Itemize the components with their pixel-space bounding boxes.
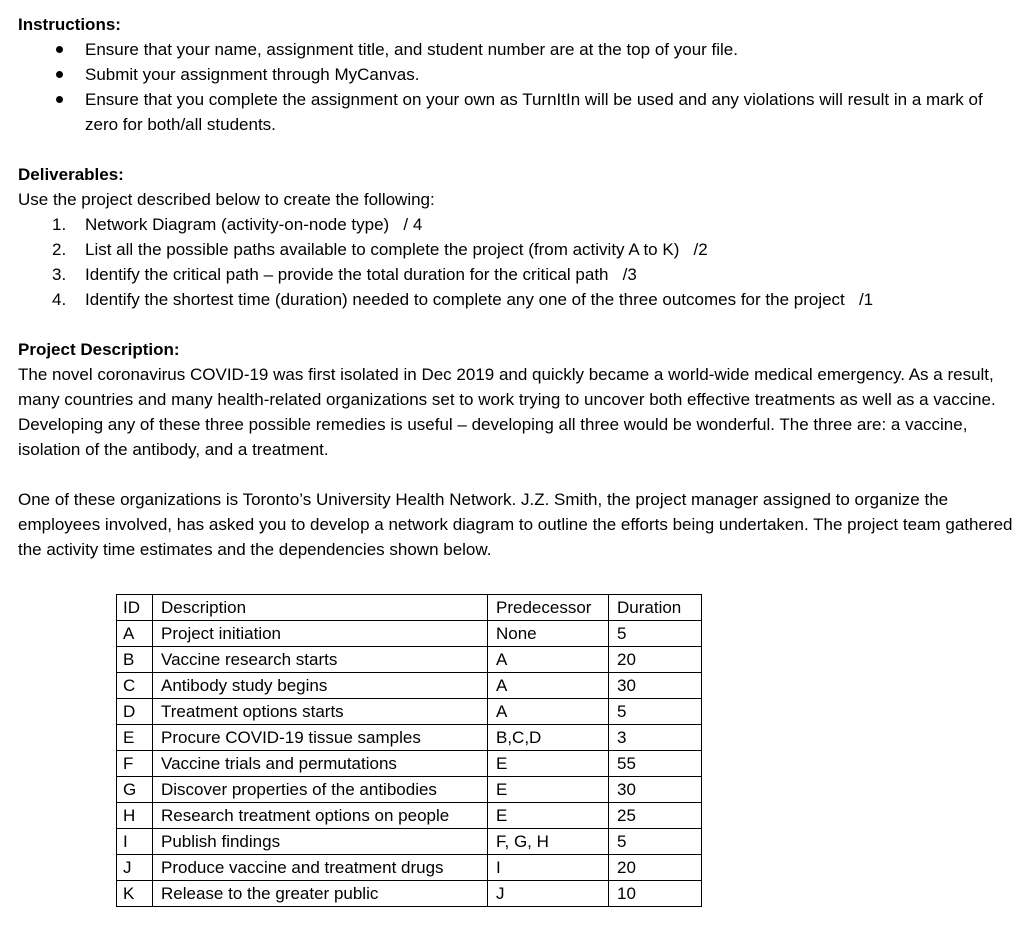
cell-description: Vaccine research starts	[153, 647, 488, 673]
cell-id: K	[117, 881, 153, 907]
deliverable-text: List all the possible paths available to complete the project (from activity A to K) /2	[85, 240, 708, 259]
instruction-text: Submit your assignment through MyCanvas.	[85, 65, 420, 84]
cell-predecessor: B,C,D	[488, 725, 609, 751]
instruction-text: Ensure that your name, assignment title, and student number are at the top of your file.	[85, 40, 738, 59]
bullet-icon	[56, 71, 63, 78]
table-row	[117, 881, 702, 907]
project-heading: Project Description:	[18, 340, 180, 359]
cell-description: Vaccine trials and permutations	[153, 751, 488, 777]
cell-id: C	[117, 673, 153, 699]
list-item	[18, 37, 1018, 62]
cell-duration: 20	[609, 647, 702, 673]
cell-predecessor: F, G, H	[488, 829, 609, 855]
cell-duration: 10	[609, 881, 702, 907]
item-number: 4.	[52, 290, 67, 309]
cell-description: Release to the greater public	[153, 881, 488, 907]
bullet-icon	[56, 96, 63, 103]
cell-id: H	[117, 803, 153, 829]
cell-predecessor: E	[488, 777, 609, 803]
cell-id: D	[117, 699, 153, 725]
cell-description: Project initiation	[153, 621, 488, 647]
cell-predecessor: A	[488, 673, 609, 699]
cell-id: F	[117, 751, 153, 777]
project-paragraph-1: The novel coronavirus COVID-19 was first isolated in Dec 2019 and quickly became a world-wide medical emergency. As a result, many countries and many health-related organizations set to work trying to uncover both effective treatments as well as a vaccine. Developing any of these three possible remedies is useful – developing all three would be wonderful. The three are: a vaccine, isolation of the antibody, and a treatment.	[18, 365, 996, 459]
list-item	[18, 262, 1018, 287]
table-header-row	[117, 595, 702, 621]
item-number: 1.	[52, 215, 67, 234]
cell-duration: 5	[609, 829, 702, 855]
list-item	[18, 212, 1018, 237]
list-item	[18, 62, 1018, 87]
cell-id: B	[117, 647, 153, 673]
cell-duration: 55	[609, 751, 702, 777]
instructions-list	[18, 37, 1018, 137]
cell-description: Research treatment options on people	[153, 803, 488, 829]
table-row	[117, 647, 702, 673]
cell-id: I	[117, 829, 153, 855]
header-predecessor: Predecessor	[488, 595, 609, 621]
cell-description: Produce vaccine and treatment drugs	[153, 855, 488, 881]
list-item	[18, 287, 1018, 312]
table-row	[117, 777, 702, 803]
project-paragraph-2: One of these organizations is Toronto’s University Health Network. J.Z. Smith, the project manager assigned to organize the employees involved, has asked you to develop a network diagram to outline the efforts being undertaken. The project team gathered the activity time estimates and the dependencies shown below.	[18, 490, 1013, 559]
cell-id: G	[117, 777, 153, 803]
cell-predecessor: A	[488, 699, 609, 725]
table-row	[117, 803, 702, 829]
document	[18, 12, 1018, 562]
cell-duration: 3	[609, 725, 702, 751]
cell-predecessor: J	[488, 881, 609, 907]
cell-id: E	[117, 725, 153, 751]
deliverables-list	[18, 212, 1018, 312]
deliverable-text: Identify the critical path – provide the total duration for the critical path /3	[85, 265, 637, 284]
cell-predecessor: E	[488, 751, 609, 777]
list-item	[18, 87, 1018, 137]
table-row	[117, 829, 702, 855]
item-number: 3.	[52, 265, 67, 284]
cell-description: Antibody study begins	[153, 673, 488, 699]
activity-table	[116, 594, 702, 907]
cell-predecessor: A	[488, 647, 609, 673]
instruction-text: Ensure that you complete the assignment on your own as TurnItIn will be used and any violations will result in a mark of zero for both/all students.	[85, 90, 983, 134]
cell-id: J	[117, 855, 153, 881]
cell-description: Treatment options starts	[153, 699, 488, 725]
deliverable-text: Network Diagram (activity-on-node type) / 4	[85, 215, 423, 234]
deliverable-text: Identify the shortest time (duration) needed to complete any one of the three outcomes for the project /1	[85, 290, 874, 309]
header-description: Description	[153, 595, 488, 621]
cell-predecessor: I	[488, 855, 609, 881]
item-number: 2.	[52, 240, 67, 259]
cell-duration: 30	[609, 673, 702, 699]
cell-duration: 25	[609, 803, 702, 829]
cell-predecessor: E	[488, 803, 609, 829]
table-row	[117, 621, 702, 647]
cell-id: A	[117, 621, 153, 647]
cell-description: Publish findings	[153, 829, 488, 855]
instructions-heading: Instructions:	[18, 15, 121, 34]
cell-predecessor: None	[488, 621, 609, 647]
cell-duration: 30	[609, 777, 702, 803]
table-row	[117, 699, 702, 725]
cell-duration: 5	[609, 621, 702, 647]
deliverables-heading: Deliverables:	[18, 165, 124, 184]
deliverables-intro: Use the project described below to create the following:	[18, 190, 435, 209]
cell-duration: 5	[609, 699, 702, 725]
list-item	[18, 237, 1018, 262]
cell-description: Procure COVID-19 tissue samples	[153, 725, 488, 751]
cell-description: Discover properties of the antibodies	[153, 777, 488, 803]
bullet-icon	[56, 46, 63, 53]
table-row	[117, 751, 702, 777]
header-id: ID	[117, 595, 153, 621]
table-row	[117, 725, 702, 751]
table-row	[117, 673, 702, 699]
cell-duration: 20	[609, 855, 702, 881]
header-duration: Duration	[609, 595, 702, 621]
table-row	[117, 855, 702, 881]
